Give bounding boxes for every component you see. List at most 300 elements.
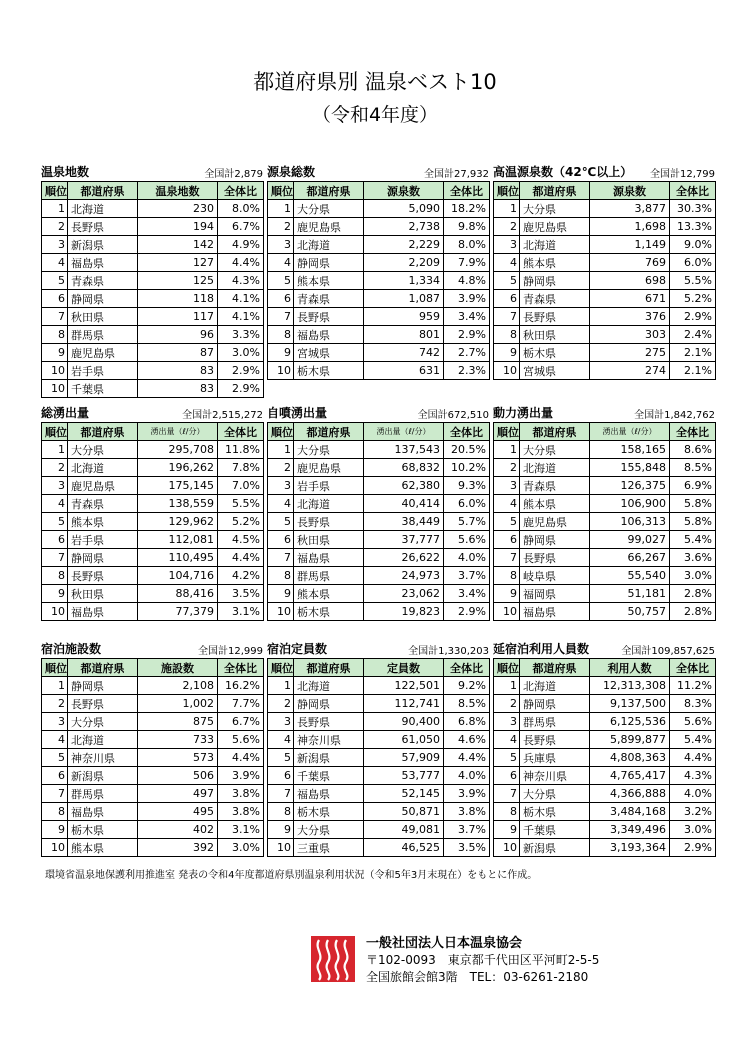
table-row	[494, 785, 716, 803]
rank-cell: 3	[42, 477, 68, 495]
table-row	[494, 477, 716, 495]
rank-cell: 2	[268, 459, 294, 477]
prefecture-cell: 静岡県	[68, 290, 138, 308]
table-row	[268, 713, 490, 731]
prefecture-cell: 神奈川県	[294, 731, 364, 749]
rank-cell: 1	[268, 200, 294, 218]
column-header: 温泉地数	[138, 182, 218, 200]
share-cell: 4.2%	[218, 567, 264, 585]
rank-cell: 2	[268, 695, 294, 713]
column-header: 順位	[268, 182, 294, 200]
share-cell: 2.3%	[444, 362, 490, 380]
column-header: 全体比	[670, 423, 716, 441]
prefecture-cell: 神奈川県	[520, 767, 590, 785]
rank-cell: 3	[268, 236, 294, 254]
table-row	[268, 254, 490, 272]
share-cell: 9.3%	[444, 477, 490, 495]
share-cell: 3.8%	[444, 803, 490, 821]
rank-cell: 3	[494, 236, 520, 254]
rank-cell: 9	[494, 585, 520, 603]
prefecture-cell: 静岡県	[520, 695, 590, 713]
prefecture-cell: 福島県	[294, 785, 364, 803]
value-cell: 129,962	[138, 513, 218, 531]
share-cell: 4.3%	[218, 272, 264, 290]
prefecture-cell: 岩手県	[68, 362, 138, 380]
value-cell: 303	[590, 326, 670, 344]
prefecture-cell: 神奈川県	[68, 749, 138, 767]
share-cell: 7.9%	[444, 254, 490, 272]
prefecture-cell: 福島県	[520, 603, 590, 621]
rank-cell: 4	[42, 495, 68, 513]
prefecture-cell: 群馬県	[68, 326, 138, 344]
rank-cell: 4	[42, 254, 68, 272]
rank-cell: 1	[268, 677, 294, 695]
table-row	[494, 695, 716, 713]
share-cell: 2.9%	[218, 362, 264, 380]
value-cell: 742	[364, 344, 444, 362]
column-header: 全体比	[218, 659, 264, 677]
value-cell: 698	[590, 272, 670, 290]
prefecture-cell: 千葉県	[520, 821, 590, 839]
table-row	[494, 218, 716, 236]
column-header: 湧出量（ℓ/分）	[138, 423, 218, 441]
share-cell: 9.8%	[444, 218, 490, 236]
table-header-row	[42, 182, 264, 200]
rank-cell: 2	[42, 218, 68, 236]
ranking-table	[41, 658, 264, 857]
value-cell: 112,081	[138, 531, 218, 549]
section-title: 源泉総数	[267, 165, 316, 179]
table-row	[494, 290, 716, 308]
share-cell: 3.8%	[218, 785, 264, 803]
share-cell: 6.0%	[670, 254, 716, 272]
prefecture-cell: 岩手県	[68, 531, 138, 549]
share-cell: 3.2%	[670, 803, 716, 821]
section-header	[493, 163, 715, 181]
prefecture-cell: 熊本県	[294, 585, 364, 603]
value-cell: 49,081	[364, 821, 444, 839]
rank-cell: 6	[42, 290, 68, 308]
section-pumped-flow	[493, 404, 715, 621]
rank-cell: 8	[494, 567, 520, 585]
share-cell: 8.5%	[670, 459, 716, 477]
rank-cell: 6	[268, 290, 294, 308]
ranking-table	[493, 422, 716, 621]
prefecture-cell: 秋田県	[294, 531, 364, 549]
rank-cell: 4	[494, 254, 520, 272]
value-cell: 53,777	[364, 767, 444, 785]
table-row	[42, 236, 264, 254]
ranking-table	[41, 422, 264, 621]
share-cell: 7.7%	[218, 695, 264, 713]
prefecture-cell: 北海道	[68, 200, 138, 218]
value-cell: 125	[138, 272, 218, 290]
table-row	[268, 236, 490, 254]
national-total: 全国計109,857,625	[621, 646, 715, 657]
share-cell: 4.1%	[218, 290, 264, 308]
column-header: 源泉数	[590, 182, 670, 200]
share-cell: 5.4%	[670, 731, 716, 749]
column-header: 都道府県	[520, 659, 590, 677]
rank-cell: 4	[268, 495, 294, 513]
section-header	[41, 404, 263, 422]
value-cell: 37,777	[364, 531, 444, 549]
section-lodging-capacity	[267, 640, 489, 857]
rank-cell: 2	[42, 695, 68, 713]
section-lodging-guests	[493, 640, 715, 857]
share-cell: 4.4%	[218, 749, 264, 767]
section-title: 動力湧出量	[493, 406, 554, 420]
share-cell: 10.2%	[444, 459, 490, 477]
rank-cell: 9	[268, 821, 294, 839]
table-row	[268, 326, 490, 344]
national-total: 全国計2,879	[204, 169, 263, 180]
table-row	[494, 749, 716, 767]
table-row	[494, 531, 716, 549]
value-cell: 3,484,168	[590, 803, 670, 821]
value-cell: 402	[138, 821, 218, 839]
table-row	[494, 254, 716, 272]
prefecture-cell: 千葉県	[294, 767, 364, 785]
value-cell: 392	[138, 839, 218, 857]
table-row	[42, 290, 264, 308]
table-row	[42, 731, 264, 749]
value-cell: 2,108	[138, 677, 218, 695]
table-row	[268, 603, 490, 621]
column-header: 順位	[494, 182, 520, 200]
page-title: 都道府県別 温泉ベスト10	[253, 70, 497, 94]
section-header	[41, 163, 263, 181]
value-cell: 104,716	[138, 567, 218, 585]
rank-cell: 8	[42, 803, 68, 821]
rank-cell: 4	[494, 731, 520, 749]
value-cell: 99,027	[590, 531, 670, 549]
value-cell: 3,349,496	[590, 821, 670, 839]
section-header	[267, 163, 489, 181]
column-header: 都道府県	[520, 423, 590, 441]
share-cell: 18.2%	[444, 200, 490, 218]
rank-cell: 7	[494, 308, 520, 326]
value-cell: 50,871	[364, 803, 444, 821]
ranking-table	[267, 658, 490, 857]
rank-cell: 3	[42, 236, 68, 254]
association-logo	[311, 936, 355, 982]
value-cell: 3,877	[590, 200, 670, 218]
rank-cell: 6	[494, 290, 520, 308]
share-cell: 3.9%	[444, 290, 490, 308]
national-total: 全国計1,330,203	[408, 646, 489, 657]
value-cell: 138,559	[138, 495, 218, 513]
share-cell: 9.2%	[444, 677, 490, 695]
column-header: 全体比	[218, 182, 264, 200]
share-cell: 2.8%	[670, 585, 716, 603]
prefecture-cell: 長野県	[68, 218, 138, 236]
value-cell: 127	[138, 254, 218, 272]
section-title: 温泉地数	[41, 165, 90, 179]
table-row	[268, 362, 490, 380]
table-row	[494, 362, 716, 380]
rank-cell: 7	[268, 785, 294, 803]
section-source-total	[267, 163, 489, 380]
share-cell: 4.3%	[670, 767, 716, 785]
share-cell: 4.5%	[218, 531, 264, 549]
value-cell: 66,267	[590, 549, 670, 567]
prefecture-cell: 福島県	[68, 603, 138, 621]
rank-cell: 5	[42, 513, 68, 531]
prefecture-cell: 大分県	[68, 713, 138, 731]
table-row	[268, 200, 490, 218]
rank-cell: 6	[268, 531, 294, 549]
table-row	[494, 713, 716, 731]
share-cell: 6.9%	[670, 477, 716, 495]
value-cell: 275	[590, 344, 670, 362]
table-row	[42, 603, 264, 621]
table-row	[42, 585, 264, 603]
value-cell: 137,543	[364, 441, 444, 459]
rank-cell: 6	[494, 767, 520, 785]
table-row	[494, 200, 716, 218]
table-row	[494, 326, 716, 344]
value-cell: 26,622	[364, 549, 444, 567]
value-cell: 88,416	[138, 585, 218, 603]
column-header: 順位	[42, 182, 68, 200]
share-cell: 3.9%	[444, 785, 490, 803]
prefecture-cell: 青森県	[68, 495, 138, 513]
rank-cell: 1	[494, 200, 520, 218]
table-row	[268, 272, 490, 290]
rank-cell: 10	[268, 603, 294, 621]
table-row	[494, 344, 716, 362]
national-total: 全国計12,799	[650, 169, 715, 180]
share-cell: 8.3%	[670, 695, 716, 713]
share-cell: 5.6%	[444, 531, 490, 549]
column-header: 全体比	[444, 423, 490, 441]
share-cell: 5.6%	[218, 731, 264, 749]
table-row	[268, 513, 490, 531]
rank-cell: 6	[42, 767, 68, 785]
table-row	[42, 549, 264, 567]
value-cell: 96	[138, 326, 218, 344]
value-cell: 90,400	[364, 713, 444, 731]
share-cell: 7.0%	[218, 477, 264, 495]
rank-cell: 4	[268, 254, 294, 272]
section-title: 延宿泊利用人員数	[493, 642, 590, 656]
table-row	[268, 785, 490, 803]
table-row	[42, 695, 264, 713]
rank-cell: 3	[494, 477, 520, 495]
share-cell: 4.9%	[218, 236, 264, 254]
rank-cell: 5	[494, 749, 520, 767]
national-total: 全国計27,932	[424, 169, 489, 180]
table-row	[268, 549, 490, 567]
column-header: 全体比	[444, 182, 490, 200]
share-cell: 13.3%	[670, 218, 716, 236]
value-cell: 110,495	[138, 549, 218, 567]
table-row	[494, 567, 716, 585]
rank-cell: 6	[268, 767, 294, 785]
table-row	[42, 567, 264, 585]
table-header-row	[42, 423, 264, 441]
value-cell: 19,823	[364, 603, 444, 621]
column-header: 都道府県	[68, 659, 138, 677]
rank-cell: 8	[268, 803, 294, 821]
value-cell: 506	[138, 767, 218, 785]
value-cell: 50,757	[590, 603, 670, 621]
value-cell: 274	[590, 362, 670, 380]
prefecture-cell: 鹿児島県	[520, 513, 590, 531]
prefecture-cell: 兵庫県	[520, 749, 590, 767]
value-cell: 52,145	[364, 785, 444, 803]
section-header	[493, 404, 715, 422]
share-cell: 8.6%	[670, 441, 716, 459]
value-cell: 875	[138, 713, 218, 731]
rank-cell: 7	[42, 785, 68, 803]
prefecture-cell: 三重県	[294, 839, 364, 857]
prefecture-cell: 大分県	[520, 200, 590, 218]
share-cell: 4.8%	[444, 272, 490, 290]
share-cell: 3.9%	[218, 767, 264, 785]
prefecture-cell: 秋田県	[520, 326, 590, 344]
value-cell: 23,062	[364, 585, 444, 603]
value-cell: 1,334	[364, 272, 444, 290]
prefecture-cell: 熊本県	[520, 254, 590, 272]
prefecture-cell: 岐阜県	[520, 567, 590, 585]
table-row	[268, 749, 490, 767]
section-title: 自噴湧出量	[267, 406, 328, 420]
value-cell: 77,379	[138, 603, 218, 621]
column-header: 順位	[494, 659, 520, 677]
value-cell: 106,900	[590, 495, 670, 513]
rank-cell: 7	[494, 549, 520, 567]
column-header: 都道府県	[294, 659, 364, 677]
table-row	[42, 441, 264, 459]
share-cell: 3.0%	[670, 821, 716, 839]
prefecture-cell: 長野県	[520, 549, 590, 567]
share-cell: 30.3%	[670, 200, 716, 218]
column-header: 都道府県	[294, 423, 364, 441]
value-cell: 295,708	[138, 441, 218, 459]
share-cell: 4.0%	[444, 549, 490, 567]
share-cell: 3.7%	[444, 567, 490, 585]
prefecture-cell: 大分県	[294, 200, 364, 218]
prefecture-cell: 青森県	[520, 477, 590, 495]
rank-cell: 6	[42, 531, 68, 549]
prefecture-cell: 大分県	[68, 441, 138, 459]
share-cell: 2.9%	[670, 308, 716, 326]
table-row	[42, 272, 264, 290]
share-cell: 4.4%	[670, 749, 716, 767]
table-row	[42, 495, 264, 513]
table-row	[268, 459, 490, 477]
rank-cell: 1	[494, 441, 520, 459]
value-cell: 9,137,500	[590, 695, 670, 713]
section-header	[267, 640, 489, 658]
share-cell: 4.1%	[218, 308, 264, 326]
table-row	[268, 821, 490, 839]
value-cell: 230	[138, 200, 218, 218]
table-row	[268, 290, 490, 308]
column-header: 都道府県	[68, 423, 138, 441]
ranking-table	[41, 181, 264, 398]
share-cell: 11.8%	[218, 441, 264, 459]
value-cell: 671	[590, 290, 670, 308]
table-row	[494, 821, 716, 839]
table-row	[42, 459, 264, 477]
table-row	[494, 677, 716, 695]
rank-cell: 10	[268, 839, 294, 857]
prefecture-cell: 長野県	[294, 513, 364, 531]
share-cell: 5.2%	[218, 513, 264, 531]
value-cell: 497	[138, 785, 218, 803]
prefecture-cell: 大分県	[294, 821, 364, 839]
table-row	[42, 803, 264, 821]
prefecture-cell: 大分県	[520, 441, 590, 459]
organization-contact: 全国旅館会館3階 TEL：03-6261-2180	[366, 970, 589, 984]
prefecture-cell: 長野県	[520, 731, 590, 749]
column-header: 利用人数	[590, 659, 670, 677]
section-hot-source-count	[493, 163, 715, 380]
section-natural-flow	[267, 404, 489, 621]
table-row	[494, 308, 716, 326]
prefecture-cell: 大分県	[294, 441, 364, 459]
rank-cell: 3	[268, 713, 294, 731]
table-row	[494, 236, 716, 254]
prefecture-cell: 新潟県	[294, 749, 364, 767]
value-cell: 46,525	[364, 839, 444, 857]
table-row	[42, 326, 264, 344]
rank-cell: 8	[494, 326, 520, 344]
value-cell: 5,090	[364, 200, 444, 218]
share-cell: 5.2%	[670, 290, 716, 308]
rank-cell: 3	[268, 477, 294, 495]
share-cell: 2.9%	[444, 603, 490, 621]
prefecture-cell: 鹿児島県	[68, 344, 138, 362]
value-cell: 1,087	[364, 290, 444, 308]
share-cell: 7.8%	[218, 459, 264, 477]
organization-info	[366, 935, 599, 986]
prefecture-cell: 栃木県	[294, 603, 364, 621]
rank-cell: 10	[494, 603, 520, 621]
table-row	[494, 603, 716, 621]
prefecture-cell: 北海道	[520, 236, 590, 254]
value-cell: 57,909	[364, 749, 444, 767]
prefecture-cell: 新潟県	[520, 839, 590, 857]
rank-cell: 5	[268, 513, 294, 531]
value-cell: 55,540	[590, 567, 670, 585]
rank-cell: 5	[42, 272, 68, 290]
table-row	[42, 821, 264, 839]
rank-cell: 10	[494, 362, 520, 380]
prefecture-cell: 静岡県	[520, 531, 590, 549]
table-row	[42, 713, 264, 731]
section-header	[41, 640, 263, 658]
prefecture-cell: 福島県	[294, 326, 364, 344]
value-cell: 573	[138, 749, 218, 767]
share-cell: 3.4%	[444, 308, 490, 326]
ranking-table	[493, 658, 716, 857]
rank-cell: 3	[42, 713, 68, 731]
column-header: 湧出量（ℓ/分）	[590, 423, 670, 441]
prefecture-cell: 長野県	[68, 567, 138, 585]
column-header: 全体比	[670, 182, 716, 200]
rank-cell: 7	[42, 549, 68, 567]
rank-cell: 6	[494, 531, 520, 549]
rank-cell: 1	[42, 677, 68, 695]
table-row	[494, 767, 716, 785]
table-header-row	[268, 423, 490, 441]
table-row	[494, 803, 716, 821]
share-cell: 9.0%	[670, 236, 716, 254]
